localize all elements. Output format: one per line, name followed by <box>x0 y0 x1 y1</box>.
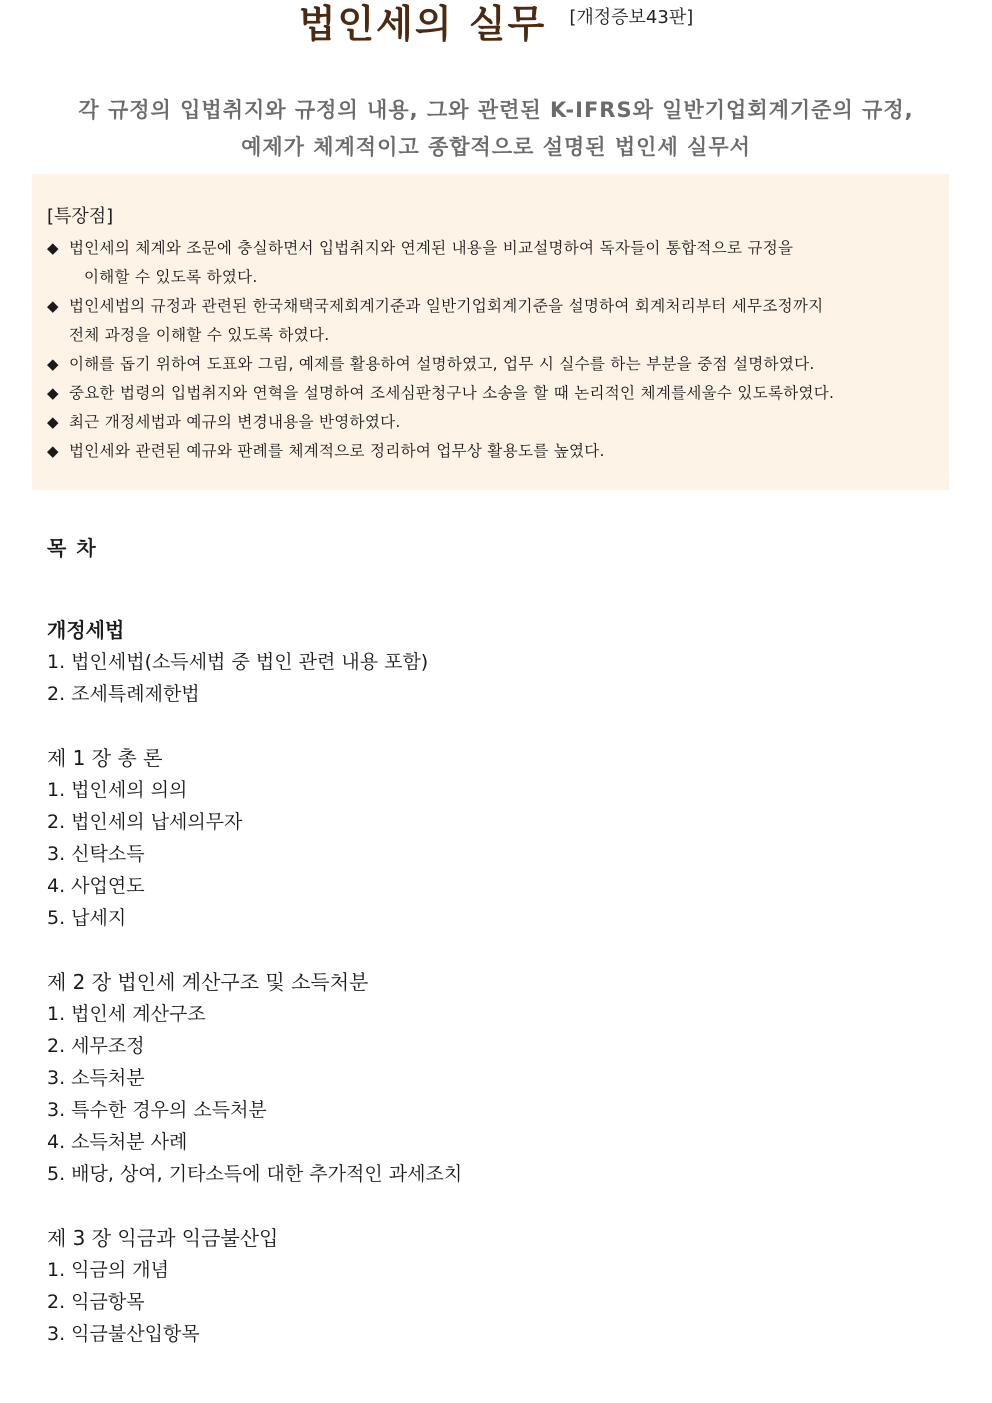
toc-section-title: 개정세법 <box>47 618 125 642</box>
toc-item: 1. 익금의 개념 <box>47 1259 169 1281</box>
title-row <box>0 0 992 52</box>
feature-item <box>47 234 949 292</box>
toc-section-revised-tax-law <box>47 614 947 710</box>
feature-text: 중요한 법령의 입법취지와 연혁을 설명하여 조세심판청구나 소송을 할 때 논리적인 체계를세울수 있도록하였다. <box>69 384 835 402</box>
feature-text-continued: 이해할 수 있도록 하였다. <box>84 268 258 286</box>
diamond-bullet-icon: ◆ <box>47 442 59 460</box>
features-title: [특장점] <box>47 206 114 227</box>
toc-section-title: 제 2 장 법인세 계산구조 및 소득처분 <box>47 970 369 994</box>
feature-text: 법인세의 체계와 조문에 충실하면서 입법취지와 연계된 내용을 비교설명하여 독자들이 통합적으로 규정을 <box>69 239 794 257</box>
toc-item: 3. 소득처분 <box>47 1067 145 1089</box>
feature-item <box>47 408 949 437</box>
feature-text: 법인세와 관련된 예규와 판례를 체계적으로 정리하여 업무상 활용도를 높였다. <box>69 442 605 460</box>
diamond-bullet-icon: ◆ <box>47 297 59 315</box>
feature-item <box>47 379 949 408</box>
toc-section-chapter-3 <box>47 1222 947 1350</box>
feature-text: 최근 개정세법과 예규의 변경내용을 반영하였다. <box>69 413 401 431</box>
toc-item: 1. 법인세 계산구조 <box>47 1003 206 1025</box>
toc-heading: 목차 <box>47 536 106 560</box>
subtitle <box>0 92 992 166</box>
toc-item: 1. 법인세의 의의 <box>47 779 188 801</box>
diamond-bullet-icon: ◆ <box>47 413 59 431</box>
toc-item: 5. 배당, 상여, 기타소득에 대한 추가적인 과세조치 <box>47 1163 463 1185</box>
book-title: 법인세의 실무 <box>298 2 547 46</box>
table-of-contents <box>47 530 947 1350</box>
feature-text: 법인세법의 규정과 관련된 한국채택국제회계기준과 일반기업회계기준을 설명하여 회계처리부터 세무조정까지 <box>69 297 824 315</box>
toc-item: 3. 신탁소득 <box>47 843 145 865</box>
edition-label: [개정증보43판] <box>569 7 694 28</box>
diamond-bullet-icon: ◆ <box>47 239 59 257</box>
subtitle-line-1: 각 규정의 입법취지와 규정의 내용, 그와 관련된 K-IFRS와 일반기업회계기준의 규정, <box>78 98 914 122</box>
toc-item: 4. 사업연도 <box>47 875 145 897</box>
feature-item <box>47 292 949 350</box>
toc-item: 2. 세무조정 <box>47 1035 145 1057</box>
toc-section-chapter-2 <box>47 966 947 1190</box>
toc-item: 4. 소득처분 사례 <box>47 1131 188 1153</box>
toc-item: 3. 특수한 경우의 소득처분 <box>47 1099 267 1121</box>
toc-item: 2. 법인세의 납세의무자 <box>47 811 243 833</box>
toc-section-title: 제 3 장 익금과 익금불산입 <box>47 1226 279 1250</box>
toc-section-chapter-1 <box>47 742 947 934</box>
features-box <box>32 174 949 490</box>
toc-item: 2. 익금항목 <box>47 1291 145 1313</box>
toc-item: 2. 조세특례제한법 <box>47 683 200 705</box>
toc-item: 5. 납세지 <box>47 907 127 929</box>
feature-item <box>47 350 949 379</box>
subtitle-line-2: 예제가 체계적이고 종합적으로 설명된 법인세 실무서 <box>241 135 751 159</box>
feature-text-continued: 전체 과정을 이해할 수 있도록 하였다. <box>69 326 330 344</box>
toc-item: 3. 익금불산입항목 <box>47 1323 200 1345</box>
feature-text: 이해를 돕기 위하여 도표와 그림, 예제를 활용하여 설명하였고, 업무 시 실수를 하는 부분을 중점 설명하였다. <box>69 355 815 373</box>
toc-item: 1. 법인세법(소득세법 중 법인 관련 내용 포함) <box>47 651 429 673</box>
toc-section-title: 제 1 장 총 론 <box>47 746 163 770</box>
feature-item <box>47 437 949 466</box>
diamond-bullet-icon: ◆ <box>47 384 59 402</box>
diamond-bullet-icon: ◆ <box>47 355 59 373</box>
